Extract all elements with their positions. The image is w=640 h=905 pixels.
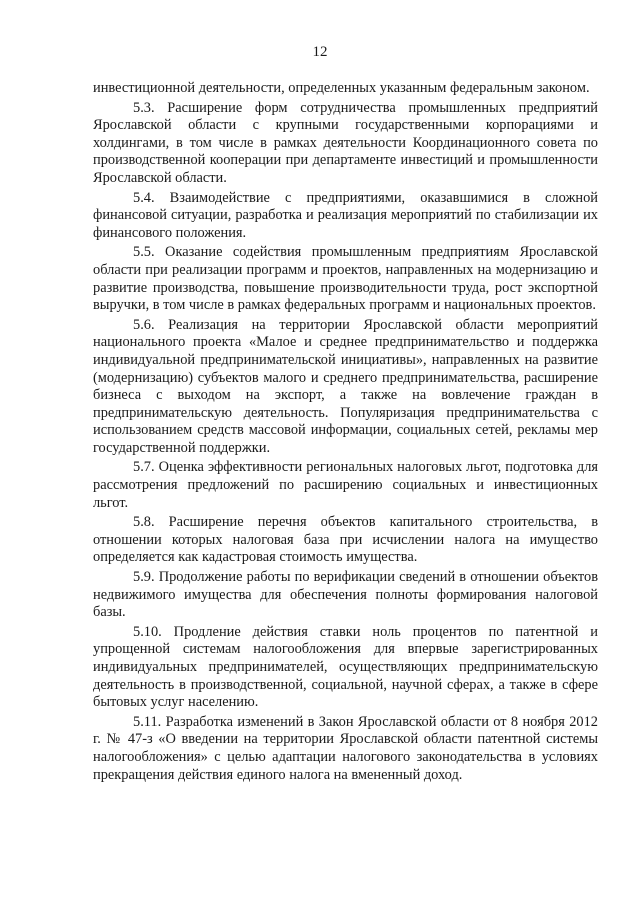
paragraph-5-5: 5.5. Оказание содействия промышленным предприятиям Ярославской области при реализации программ и проектов, направленных на модернизацию и развитие производства, повышение производительности труда, рост экспортной выручки, в том числе в рамках федеральных программ и национальных проектов.	[93, 244, 598, 314]
document-body	[93, 80, 598, 784]
paragraph-5-11: 5.11. Разработка изменений в Закон Ярославской области от 8 ноября 2012 г. № 47-з «О введении на территории Ярославской области патентной системы налогообложения» с целью адаптации налогового законодательства в условиях прекращения действия единого налога на вмененный доход.	[93, 713, 598, 783]
paragraph-5-6: 5.6. Реализация на территории Ярославской области мероприятий национального проекта «Малое и среднее предпринимательство и поддержка индивидуальной предпринимательской инициативы», направленных на развитие (модернизацию) субъектов малого и среднего предпринимательства, расширение бизнеса с выходом на экспорт, а также на вовлечение граждан в предпринимательскую деятельность. Популяризация предпринимательства с использованием средств массовой информации, социальных сетей, рекламы мер государственной поддержки.	[93, 316, 598, 456]
paragraph-continuation: инвестиционной деятельности, определенных указанным федеральным законом.	[93, 80, 590, 96]
paragraph-5-9: 5.9. Продолжение работы по верификации сведений в отношении объектов недвижимого имущества для обеспечения полноты формирования налоговой базы.	[93, 569, 598, 621]
paragraph-5-8: 5.8. Расширение перечня объектов капитального строительства, в отношении которых налоговая база при исчислении налога на имущество определяется как кадастровая стоимость имущества.	[93, 514, 598, 566]
paragraph-5-3: 5.3. Расширение форм сотрудничества промышленных предприятий Ярославской области с крупными государственными корпорациями и холдингами, в том числе в рамках деятельности Координационного совета по производственной кооперации при департаменте инвестиций и промышленности Ярославской области.	[93, 99, 598, 186]
paragraph-5-7: 5.7. Оценка эффективности региональных налоговых льгот, подготовка для рассмотрения предложений по расширению социальных и инвестиционных льгот.	[93, 459, 598, 511]
paragraph-5-4: 5.4. Взаимодействие с предприятиями, оказавшимися в сложной финансовой ситуации, разработка и реализация мероприятий по стабилизации их финансового положения.	[93, 189, 598, 241]
page-number: 12	[312, 44, 328, 60]
paragraph-5-10: 5.10. Продление действия ставки ноль процентов по патентной и упрощенной системам налогообложения для впервые зарегистрированных индивидуальных предпринимателей, осуществляющих предпринимательскую деятельность в производственной, социальной, научной сферах, а также в сфере бытовых услуг населению.	[93, 623, 598, 711]
